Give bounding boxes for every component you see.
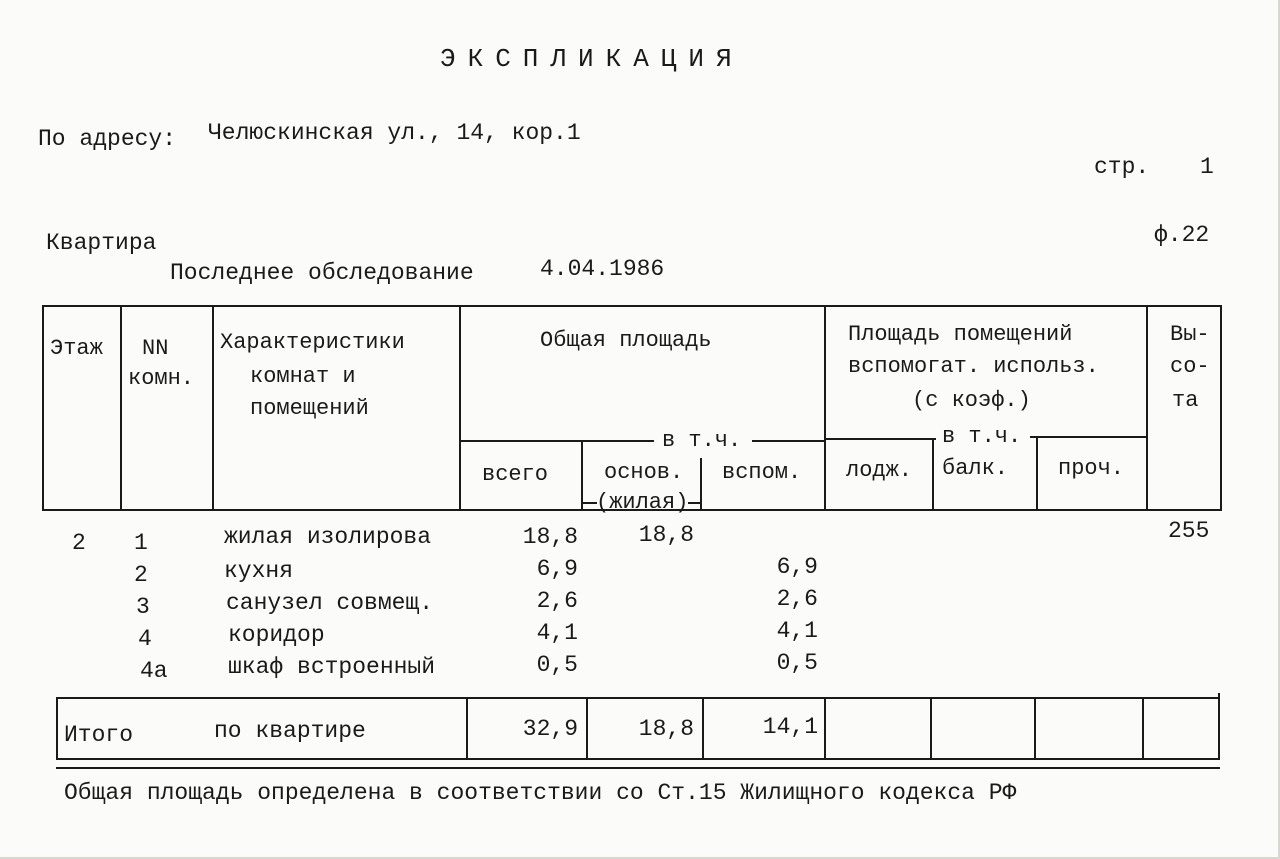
room-total-area: 0,5 (536, 652, 578, 678)
col-floor-header: Этаж (50, 336, 103, 361)
col-char-header-3: помещений (250, 396, 369, 421)
col-height-header-1: Вы- (1170, 322, 1210, 347)
col-other-header: проч. (1058, 456, 1125, 481)
room-number: 4 (138, 626, 152, 652)
col-loggia-header: лодж. (846, 458, 913, 483)
room-name: санузел совмещ. (226, 590, 434, 616)
floor-value: 2 (72, 530, 86, 556)
page-number: 1 (1200, 154, 1214, 180)
col-main-header: основ. (604, 460, 684, 485)
room-number: 1 (134, 530, 148, 556)
room-main-area: 18,8 (638, 522, 694, 548)
room-total-area: 18,8 (522, 524, 578, 550)
col-room-no-header-2: комн. (128, 366, 195, 391)
address-label: По адресу: (38, 126, 177, 152)
col-balcony-header: балк. (942, 456, 1009, 481)
col-height-header-2: со- (1170, 354, 1210, 379)
room-name: жилая изолирова (224, 524, 432, 550)
totals-label-2: по квартире (214, 718, 366, 744)
col-char-header-1: Характеристики (220, 330, 405, 355)
room-name: кухня (224, 558, 294, 584)
incl-label-2: в т.ч. (942, 424, 1022, 449)
room-aux-area: 2,6 (776, 586, 818, 612)
room-total-area: 6,9 (536, 556, 578, 582)
col-aux-area-header-2: вспомогат. использ. (848, 354, 1099, 379)
col-total-area-header: Общая площадь (540, 328, 712, 353)
room-total-area: 2,6 (536, 588, 578, 614)
object-type: Квартира (46, 230, 157, 256)
form-number: ф.22 (1154, 222, 1210, 248)
col-height-header-3: та (1172, 388, 1199, 413)
address-value: Челюскинская ул., 14, кор.1 (208, 120, 581, 146)
footer-note: Общая площадь определена в соответствии со Ст.15 Жилищного кодекса РФ (64, 780, 1017, 806)
col-aux-area-header-3: (с коэф.) (912, 388, 1031, 413)
survey-date: 4.04.1986 (540, 256, 665, 282)
room-total-area: 4,1 (536, 620, 578, 646)
page-label: стр. (1094, 154, 1150, 180)
incl-label-1: в т.ч. (662, 428, 742, 453)
survey-label: Последнее обследование (170, 260, 474, 286)
totals-label: Итого (64, 722, 134, 748)
room-name: шкаф встроенный (228, 654, 436, 680)
col-aux-header: вспом. (722, 460, 802, 485)
col-room-no-header: NN (142, 336, 169, 361)
room-number: 4а (140, 658, 168, 684)
height-value: 255 (1168, 518, 1210, 544)
col-char-header-2: комнат и (250, 364, 356, 389)
room-number: 2 (134, 562, 148, 588)
room-aux-area: 4,1 (776, 618, 818, 644)
totals-total-area: 32,9 (522, 716, 578, 742)
room-aux-area: 0,5 (776, 650, 818, 676)
totals-aux-area: 14,1 (762, 714, 818, 740)
totals-main-area: 18,8 (638, 716, 694, 742)
document-title: ЭКСПЛИКАЦИЯ (440, 44, 744, 74)
room-aux-area: 6,9 (776, 554, 818, 580)
col-aux-area-header-1: Площадь помещений (848, 322, 1073, 347)
room-name: коридор (228, 622, 325, 648)
room-number: 3 (136, 594, 150, 620)
col-main-header-2: (жилая) (596, 490, 689, 515)
col-all-header: всего (482, 462, 549, 487)
